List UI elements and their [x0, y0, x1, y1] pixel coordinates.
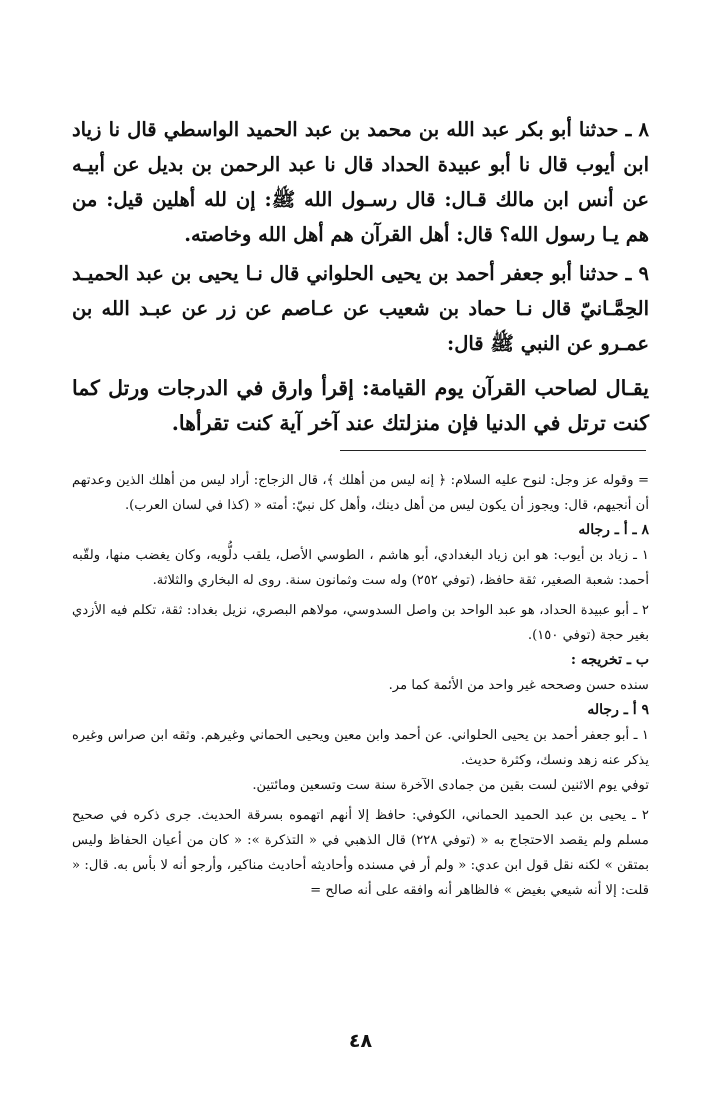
footnote-continuation: = وقوله عز وجل: لنوح عليه السلام: ﴿ إنه ليس من أهلك ﴾، قال الزجاج: أراد ليس من أهلك الذين وعدتهم أن أنجيهم، قال: ويجوز أن يكون ليس من أهل دينك، وأهل كل نبيّ: أمته « (كذا في لسان العرب). [72, 473, 649, 513]
footnote-takhrij-text: سنده حسن وصححه غير واحد من الأئمة كما مر. [388, 678, 649, 693]
footnote-narrator-1: ١ ـ زياد بن أيوب: هو ابن زياد البغدادي، أبو هاشم ، الطوسي الأصل، يلقب دلُّويه، وكان يغضب منها، ولقّبه أحمد: شعبة الصغير، ثقة حافظ، (توفي ٢٥٢) وله ست وثمانون سنة. روى له البخاري والثلاثة. [72, 548, 649, 588]
page-number: ٤٨ [348, 1030, 373, 1052]
footnote-narrator-9-1: ١ ـ أبو جعفر أحمد بن يحيى الحلواني. عن أحمد وابن معين ويحيى الحماني وغيرهم. وثقه ابن صراس وغيره يذكر عنه زهد ونسك، وكثرة حديث. [72, 728, 649, 768]
hadith-9-isnad-paragraph: ٩ ـ حدثنا أبو جعفر أحمد بن يحيى الحلواني قال نـا يحيى بن عبد الحميـد الحِمَّـانيّ قال نـا حماد بن شعيب عن عـاصم عن زر عن عبـد الله بن عمـرو عن النبي ﷺ قال: [72, 262, 649, 355]
hadith-9-matn-paragraph: يقـال لصاحب القرآن يوم القيامة: إقرأ وارق في الدرجات ورتل كما كنت ترتل في الدنيا فإن منزلتك عند آخر آية كنت تقرأها. [72, 376, 649, 435]
main-text [72, 112, 649, 441]
footnote-separator [340, 450, 646, 451]
footnote-narrator-9-2: ٢ ـ يحيى بن عبد الحميد الحماني، الكوفي: حافظ إلا أنهم اتهموه بسرقة الحديث. جرى ذكره في صحيح مسلم ولم يقصد الاحتجاج به « (توفي ٢٢٨) قال الذهبي في « التذكرة »: « كان من أعيان الحفاظ وليس بمتقن » لكنه نقل قول ابن عدي: « ولم أر في مسنده وأحاديثه أحاديث مناكير، وأرجو أنه لا بأس به. قال: « قلت: إلا أنه شيعي بغيض » فالظاهر أنه وافقه على أنه صالح = [72, 808, 649, 898]
footnote-narrator-2: ٢ ـ أبو عبيدة الحداد، هو عبد الواحد بن واصل السدوسي، مولاهم البصري، نزيل بغداد: ثقة، تكلم فيه الأزدي بغير حجة (توفي ١٥٠). [72, 603, 649, 643]
footnotes [72, 468, 649, 903]
footnote-heading-8a: ٨ ـ أ ـ رجاله [578, 522, 649, 538]
footnote-heading-takhrij: ب ـ تخريجه : [570, 652, 649, 668]
footnote-heading-9a: ٩ أ ـ رجاله [587, 702, 649, 718]
footnote-narrator-9-1-death: توفي يوم الاثنين لست بقين من جمادى الآخرة سنة ست وتسعين ومائتين. [252, 778, 649, 793]
hadith-8-paragraph: ٨ ـ حدثنا أبو بكر عبد الله بن محمد بن عبد الحميد الواسطي قال نا زياد ابن أيوب قال نا أبو عبيدة الحداد قال نا عبد الرحمن بن بديل عن أبيـه عن أنس ابن مالك قـال: قال رسـول الله ﷺ: إن لله أهلين قيل: من هم يـا رسول الله؟ قال: أهل القرآن هم أهل الله وخاصته. [72, 118, 649, 246]
